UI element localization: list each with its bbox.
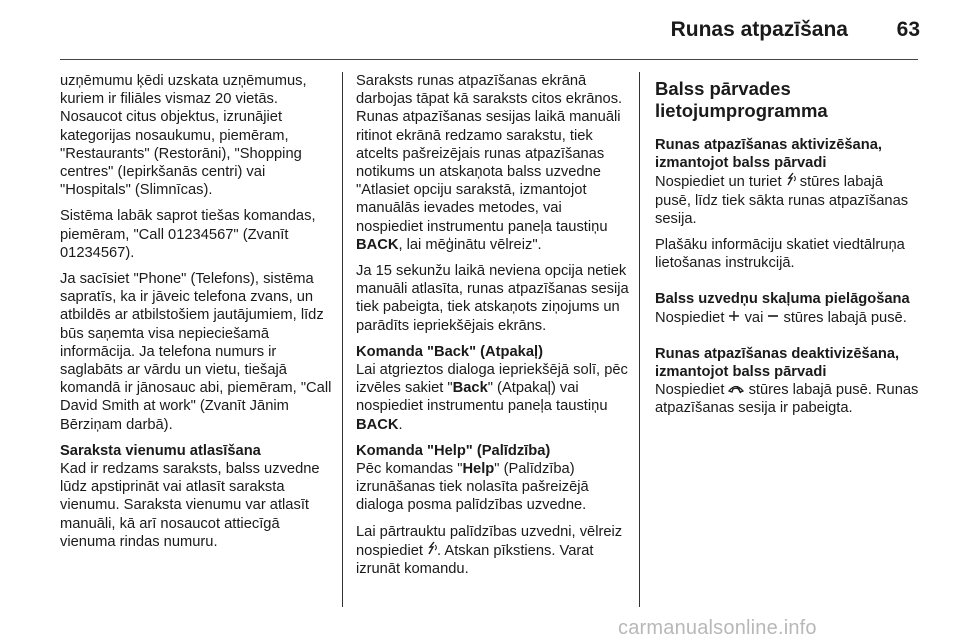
plus-icon: [728, 310, 740, 324]
header-divider: [60, 59, 918, 60]
voice-control-icon: [427, 541, 437, 557]
subheading-list-selection: Saraksta vienumu atlasīšana: [60, 442, 261, 459]
page-number: 63: [896, 18, 920, 41]
column-1: [60, 72, 335, 559]
column-divider-1: [342, 72, 343, 607]
key-back: BACK: [356, 236, 399, 253]
section-heading: Balss pārvades lietojumprogramma: [655, 78, 828, 121]
paragraph: Pēc komandas "Help" (Palīdzība) izrunāšanas tiek nolasīta pašreizējā dialoga posma palīdzības uzvedne.: [356, 461, 589, 514]
paragraph: Kad ir redzams saraksts, balss uzvedne lūdz apstiprināt vai atlasīt saraksta vienumu. Saraksta vienumu var atlasīt manuāli, kā arī nosaucot attiecīgā vienuma rindas numuru.: [60, 461, 320, 550]
paragraph: Nospiediet stūres labajā pusē. Runas atpazīšanas sesija ir pabeigta.: [655, 382, 919, 417]
key-back: BACK: [356, 416, 399, 433]
subheading-back-command: Komanda "Back" (Atpakaļ): [356, 343, 543, 360]
paragraph: Sistēma labāk saprot tiešas komandas, piemēram, "Call 01234567" (Zvanīt 01234567).: [60, 208, 316, 261]
paragraph: uzņēmumu ķēdi uzskata uzņēmumus, kuriem ir filiāles vismaz 20 vietās. Nosaucot citus objektus, izrunājiet kategorijas nosaukumu, piemēram, "Restaurants" (Restorāni), "Shopping centres" (Iepirkšanās centri) vai "Hospitals" (Slimnīcas).: [60, 73, 307, 199]
minus-icon: [767, 310, 779, 324]
command-back: Back: [452, 380, 488, 397]
paragraph: Nospiediet un turiet stūres labajā pusē, līdz tiek sākta runas atpazīšanas sesija.: [655, 174, 909, 227]
paragraph: Nospiediet vai stūres labajā pusē.: [655, 309, 907, 326]
watermark: carmanualsonline.info: [618, 617, 817, 639]
page-header: [0, 0, 960, 60]
subheading-volume: Balss uzvedņu skaļuma pielāgošana: [655, 291, 910, 308]
paragraph: Saraksts runas atpazīšanas ekrānā darbojas tāpat kā saraksts citos ekrānos. Runas atpazīšanas sesijas laikā manuāli ritinot ekrānā redzamo sarakstu, tiek atcelts pašreizējais runas atpazīšanas notikums un atskaņota balss uzvedne "Atlasiet opciju sarakstā, izmantojot manuālās ievades metodes, vai nospiediet instrumentu paneļa taustiņu BACK, lai mēģinātu vēlreiz".: [356, 73, 623, 253]
paragraph: Lai pārtrauktu palīdzības uzvedni, vēlreiz nospiediet . Atskan pīkstiens. Varat izrunāt komandu.: [356, 523, 623, 578]
column-3: [655, 72, 921, 426]
paragraph: Ja sacīsiet "Phone" (Telefons), sistēma sapratīs, ka ir jāveic telefona zvans, un atbildēs ar atbilstošiem jautājumiem, līdz būs saņemta visa nepieciešamā informācija. Ja telefona numurs ir saglabāts ar vārdu un vietu, tiešajā komandā ir jānosauc abi, piemēram, "Call David Smith at work" (Zvanīt Jānim Bērziņam darbā).: [60, 271, 332, 433]
column-2: [356, 72, 632, 586]
paragraph: Lai atgrieztos dialoga iepriekšējā solī, pēc izvēles sakiet "Back" (Atpakaļ) vai nospiediet instrumentu paneļa taustiņu BACK.: [356, 362, 628, 433]
voice-control-icon: [786, 172, 796, 188]
subheading-help-command: Komanda "Help" (Palīdzība): [356, 442, 551, 459]
command-help: Help: [462, 461, 495, 478]
subheading-deactivation: Runas atpazīšanas deaktivizēšana, izmantojot balss pārvadi: [655, 345, 900, 381]
subheading-activation: Runas atpazīšanas aktivizēšana, izmantojot balss pārvadi: [655, 137, 882, 172]
page-title: Runas atpazīšana: [670, 18, 848, 41]
hang-up-icon: [728, 383, 744, 396]
paragraph: Ja 15 sekunžu laikā neviena opcija netiek manuāli atlasīta, runas atpazīšanas sesija tiek pabeigta, tiek atskaņots ziņojums un parādīts iepriekšējais ekrāns.: [356, 263, 629, 334]
column-divider-2: [639, 72, 640, 607]
paragraph: Plašāku informāciju skatiet viedtālruņa lietošanas instrukcijā.: [655, 237, 905, 272]
